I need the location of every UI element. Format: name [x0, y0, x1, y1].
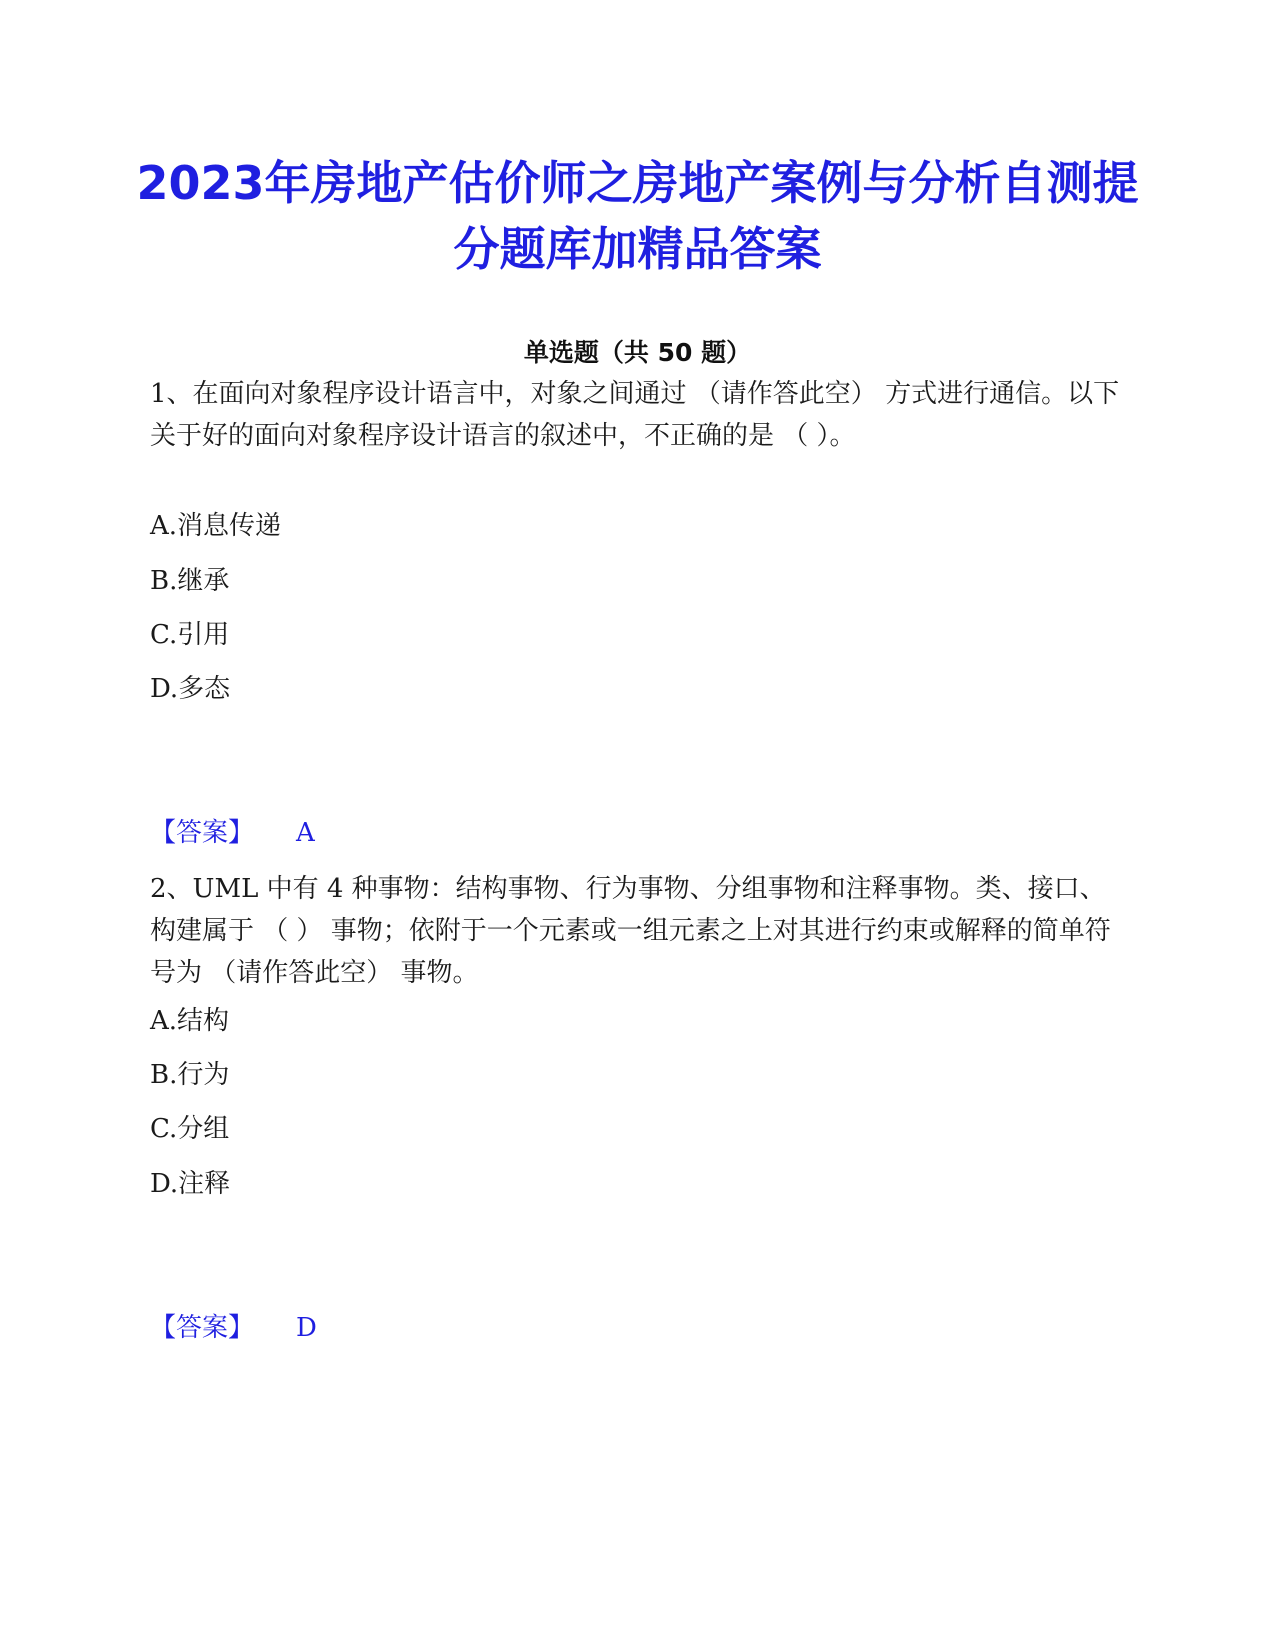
question-2-option-a: A.结构 — [150, 1006, 230, 1036]
question-1-text: 1、在面向对象程序设计语言中，对象之间通过 （请作答此空） 方式进行通信。以下关于好的面向对象程序设计语言的叙述中，不正确的是 （ ）。 — [150, 379, 1120, 451]
question-1-option-a: A.消息传递 — [150, 511, 282, 541]
question-1-option-c: C.引用 — [150, 620, 230, 650]
answer-label: 【答案】 — [150, 1313, 255, 1343]
answer-label: 【答案】 — [150, 818, 255, 848]
question-1-option-b: B.继承 — [150, 566, 230, 596]
question-2-option-c: C.分组 — [150, 1114, 230, 1144]
question-2-option-b: B.行为 — [150, 1060, 230, 1090]
section-heading: 单选题（共 50 题） — [523, 338, 752, 367]
question-1-answer — [150, 815, 315, 851]
answer-value: A — [296, 818, 315, 848]
question-1-option-d: D.多态 — [150, 674, 231, 704]
answer-value: D — [296, 1313, 317, 1343]
document-title: 2023年房地产估价师之房地产案例与分析自测提分题库加精品答案 — [136, 156, 1139, 276]
question-2-text: 2、UML 中有 4 种事物：结构事物、行为事物、分组事物和注释事物。类、接口、构建属于 （ ） 事物；依附于一个元素或一组元素之上对其进行约束或解释的简单符号为 （请作答此空） 事物。 — [150, 874, 1111, 988]
question-2-option-d: D.注释 — [150, 1169, 231, 1199]
question-2-answer — [150, 1310, 317, 1346]
